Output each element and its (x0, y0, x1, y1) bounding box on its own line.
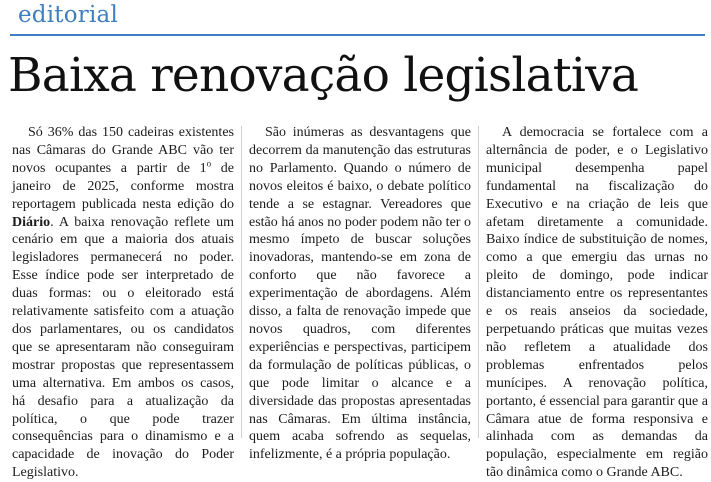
article-column-3 (486, 124, 708, 482)
publication-name: Diário (12, 214, 51, 230)
section-divider (10, 34, 705, 36)
paragraph-1 (12, 124, 234, 482)
headline: Baixa renovação legislativa (8, 48, 639, 103)
paragraph-1-text-a: Só 36% das 150 cadeiras existentes nas Câmaras do Grande ABC vão ter novos ocupantes a partir de 1 (12, 125, 234, 176)
column-separator-1 (241, 126, 242, 438)
paragraph-1-text-c: . A baixa renovação reflete um cenário em que a maioria dos atuais legisladores permanecerá no poder. Esse índice pode ser interpretado de duas formas: ou o eleitorado está relativamente satisfeito com a atuação dos parlamentares, ou os candidatos que se apresentaram não conseguiram mostrar propostas que representassem uma alternativa. Em ambos os casos, há desafio para a atualização da política, o que pode trazer consequências para o dinamismo e a capacidade de inovação do Poder Legislativo. (12, 214, 234, 481)
article-column-1 (12, 124, 234, 482)
paragraph-3: A democracia se fortalece com a alternância de poder, e o Legislativo municipal desempenha papel fundamental na fiscalização do Executivo e na criação de leis que afetam diretamente a comunidade. Baixo índice de substituição de nomes, como a que emergiu das urnas no pleito de domingo, pode indicar distanciamento entre os representantes e os reais anseios da sociedade, perpetuando práticas que muitas vezes não refletem a atualidade dos problemas enfrentados pelos munícipes. A renovação política, portanto, é essencial para garantir que a Câmara atue de forma responsiva e alinhada com as demandas da população, especialmente em região tão dinâmica como o Grande ABC. (486, 125, 708, 481)
section-label: editorial (18, 2, 118, 28)
ordinal-indicator: o (206, 158, 212, 169)
column-separator-2 (478, 126, 479, 438)
paragraph-2: São inúmeras as desvantagens que decorrem da manutenção das estruturas no Parlamento. Quando o número de novos eleitos é baixo, o debate político tende a se estagnar. Vereadores que estão há anos no poder podem não ter o mesmo ímpeto de buscar soluções inovadoras, mantendo-se em zona de conforto que não favorece a experimentação de abordagens. Além disso, a falta de renovação impede que novos quadros, com diferentes experiências e perspectivas, participem da formulação de políticas públicas, o que pode limitar o alcance e a diversidade das propostas apresentadas nas Câmaras. Em última instância, quem acaba sofrendo as sequelas, infelizmente, é a própria população. (249, 125, 471, 463)
article-column-2 (249, 124, 471, 464)
paragraph-1-text-b: de janeiro de 2025, conforme mostra reportagem publicada nesta edição do (12, 160, 234, 212)
